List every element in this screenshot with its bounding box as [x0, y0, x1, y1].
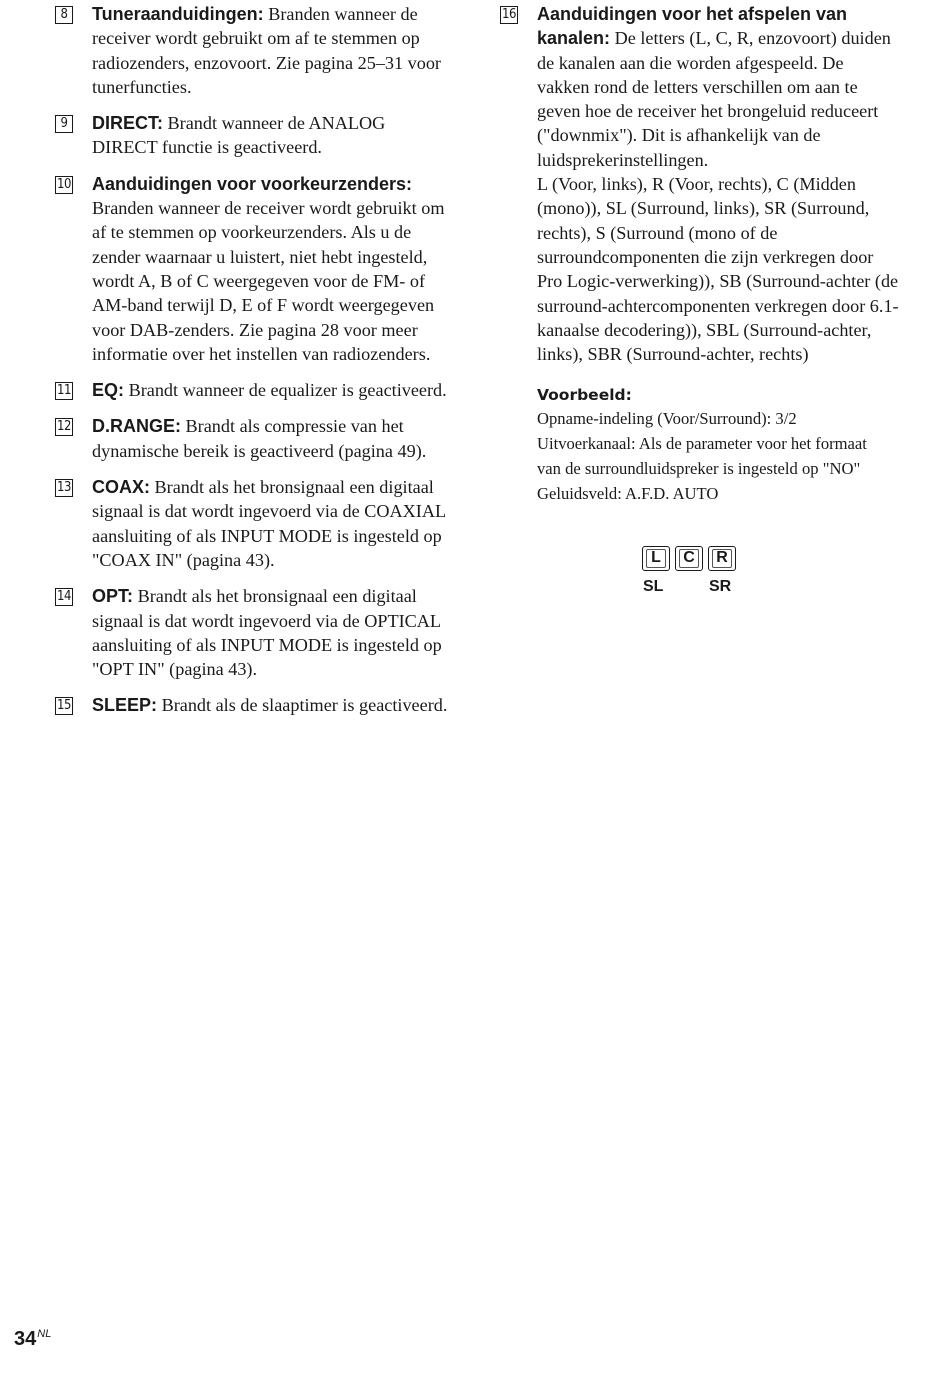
channel-label-sl: SL: [643, 578, 664, 595]
item-description: Branden wanneer de receiver wordt gebruikt om af te stemmen op radiozenders, enzovoort. Zie pagina 25–31 voor tunerfuncties.: [92, 4, 441, 97]
item-description: De letters (L, C, R, enzovoort) duiden de kanalen aan die worden afgespeeld. De vakken rond de letters verschillen om aan te geven hoe de receiver het brongeluid reduceert ("downmix"). Dit is afhankelijk van de luidsprekerinstellingen.: [537, 28, 891, 170]
item-number-box: 13: [55, 479, 73, 497]
item-description: Brandt als compressie van het dynamische bereik is geactiveerd (pagina 49).: [92, 416, 427, 461]
page-number-value: 34: [14, 1328, 37, 1350]
item-number-box: 10: [55, 176, 73, 194]
channel-legend-paragraph: L (Voor, links), R (Voor, rechts), C (Midden (mono)), SL (Surround, links), SR (Surround, rechts), S (Surround (mono of de surroundcomponenten die zijn verkregen door Pro Logic-verwerking)), SB (Surround-achter (de surround-achtercomponenten verkregen door 6.1-kanaalse decodering)), SBL (Surround-achter, links), SBR (Surround-achter, rechts): [537, 174, 899, 365]
list-item-9: [55, 111, 455, 160]
example-heading: Voorbeeld:: [537, 386, 632, 405]
item-description: Brandt wanneer de equalizer is geactiveerd.: [124, 380, 447, 401]
right-column: [500, 2, 900, 506]
item-term: Tuneraanduidingen:: [92, 4, 264, 24]
item-term: Aanduidingen voor voorkeurzenders:: [92, 173, 413, 194]
item-description: Brandt als de slaaptimer is geactiveerd.: [157, 695, 448, 716]
example-line: van de surroundluidspreker is ingesteld op "NO": [537, 459, 861, 479]
example-line: Geluidsveld: A.F.D. AUTO: [537, 484, 719, 504]
item-term: COAX:: [92, 477, 150, 498]
list-item-10: [55, 172, 455, 366]
example-line: Uitvoerkanaal: Als de parameter voor het formaat: [537, 434, 867, 454]
page-language-suffix: NL: [37, 1328, 52, 1340]
item-description: Brandt als het bronsignaal een digitaal signaal is dat wordt ingevoerd via de OPTICAL aansluiting of als INPUT MODE is ingesteld op "OPT IN" (pagina 43).: [92, 586, 442, 680]
item-number-box: 12: [55, 418, 73, 436]
item-term: SLEEP:: [92, 695, 158, 716]
channel-indicator-example: [642, 546, 742, 602]
list-item-14: [55, 584, 455, 681]
list-item-15: [55, 693, 455, 717]
item-number-box: 9: [55, 115, 73, 133]
list-item-8: [55, 2, 455, 99]
channel-label-sr: SR: [709, 578, 732, 595]
page-number: [14, 1328, 51, 1351]
list-item-16: [500, 2, 900, 506]
item-description: Branden wanneer de receiver wordt gebruikt om af te stemmen op voorkeurzenders. Als u de zender waarnaar u luistert, niet hebt ingesteld, wordt A, B of C weergegeven voor de FM- of AM-band terwijl D, E of F wordt weergegeven voor DAB-zenders. Zie pagina 28 voor meer informatie over het instellen van radiozenders.: [92, 198, 445, 364]
item-term: Aanduidingen voor het afspelen van kanalen:: [537, 4, 848, 49]
item-number-box: 8: [55, 6, 73, 24]
channel-box-c: C: [675, 546, 703, 571]
item-term: DIRECT:: [92, 113, 163, 134]
channel-box-r: R: [708, 546, 736, 571]
channel-box-l: L: [642, 546, 670, 571]
left-column: [55, 2, 455, 730]
item-description: Brandt als het bronsignaal een digitaal signaal is dat wordt ingevoerd via de COAXIAL aansluiting of als INPUT MODE is ingesteld op "COAX IN" (pagina 43).: [92, 477, 446, 570]
item-term: OPT:: [92, 586, 134, 607]
list-item-13: [55, 475, 455, 572]
list-item-11: [55, 378, 455, 402]
item-number-box: 15: [55, 697, 73, 715]
list-item-12: [55, 414, 455, 463]
item-number-box: 16: [500, 6, 518, 24]
item-term: D.RANGE:: [92, 416, 181, 437]
item-description: Brandt wanneer de ANALOG DIRECT functie is geactiveerd.: [92, 113, 386, 158]
item-number-box: 11: [55, 382, 73, 400]
item-term: EQ:: [92, 380, 125, 401]
example-line: Opname-indeling (Voor/Surround): 3/2: [537, 409, 797, 429]
item-number-box: 14: [55, 588, 73, 606]
